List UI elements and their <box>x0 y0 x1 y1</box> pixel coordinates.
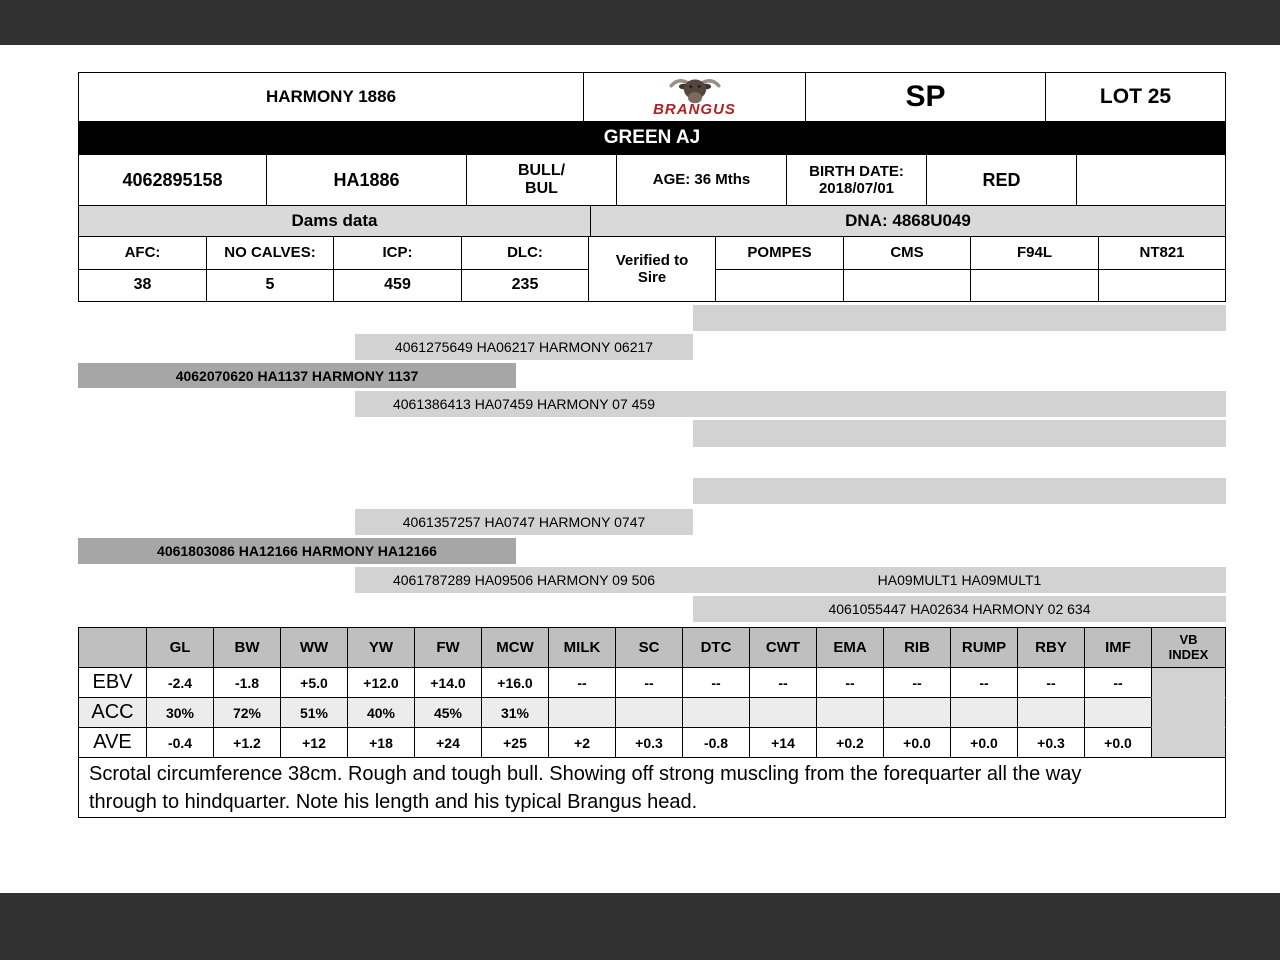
pedigree-slot-empty-4 <box>693 478 1226 504</box>
age-cell: AGE: 36 Mths <box>616 154 787 206</box>
ebv-header-sc: SC <box>615 627 683 668</box>
ebv-header-mcw: MCW <box>481 627 549 668</box>
ave-rib: +0.0 <box>883 727 951 758</box>
dlc-value-cell: 235 <box>461 269 589 302</box>
ebv-dtc: -- <box>682 667 750 698</box>
birth-date-value: 2018/07/01 <box>818 180 895 197</box>
ave-value-row <box>78 727 1226 758</box>
no-calves-value-cell: 5 <box>206 269 334 302</box>
birth-date-label: BIRTH DATE: <box>809 162 904 180</box>
ebv-header-vb-index <box>1151 627 1226 668</box>
pedigree-dam-dam-dam: 4061055447 HA02634 HARMONY 02 634 <box>693 596 1226 622</box>
empty-id-cell <box>1076 154 1226 206</box>
ave-ema: +0.2 <box>816 727 884 758</box>
ebv-bw: -1.8 <box>213 667 281 698</box>
ave-vb-index <box>1151 727 1226 758</box>
ebv-row-label: EBV <box>78 667 147 698</box>
dlc-label-cell: DLC: <box>461 236 589 270</box>
acc-rib <box>883 697 951 728</box>
acc-sc <box>615 697 683 728</box>
ebv-cwt: -- <box>749 667 817 698</box>
ave-gl: -0.4 <box>146 727 214 758</box>
ebv-header-rby: RBY <box>1017 627 1085 668</box>
ebv-header-cwt: CWT <box>749 627 817 668</box>
acc-mcw: 31% <box>481 697 549 728</box>
ebv-header-milk: MILK <box>548 627 616 668</box>
ebv-fw: +14.0 <box>414 667 482 698</box>
ebv-imf: -- <box>1084 667 1152 698</box>
ave-sc: +0.3 <box>615 727 683 758</box>
ebv-mcw: +16.0 <box>481 667 549 698</box>
afc-label-cell: AFC: <box>78 236 207 270</box>
icp-value-cell: 459 <box>333 269 462 302</box>
pedigree-dam-dam-sire: HA09MULT1 HA09MULT1 <box>693 567 1226 593</box>
ebv-ema: -- <box>816 667 884 698</box>
ave-rby: +0.3 <box>1017 727 1085 758</box>
ebv-header-rump: RUMP <box>950 627 1018 668</box>
acc-rump <box>950 697 1018 728</box>
ebv-rby: -- <box>1017 667 1085 698</box>
ebv-ww: +5.0 <box>280 667 348 698</box>
ave-row-label: AVE <box>78 727 147 758</box>
dna-cell: DNA: 4868U049 <box>590 205 1226 237</box>
verified-to-sire-cell <box>588 236 716 302</box>
ebv-header-blank <box>78 627 147 668</box>
ave-bw: +1.2 <box>213 727 281 758</box>
pedigree-slot-empty-3 <box>693 420 1226 447</box>
nt821-result-cell <box>1098 269 1226 302</box>
birth-date-cell <box>786 154 927 206</box>
cms-result-cell <box>843 269 971 302</box>
ave-cwt: +14 <box>749 727 817 758</box>
acc-row-label: ACC <box>78 697 147 728</box>
verified-line2: Sire <box>637 269 667 286</box>
pedigree-slot-empty-1 <box>693 305 1226 331</box>
sex-line2: BUL <box>525 180 558 197</box>
ave-dtc: -0.8 <box>682 727 750 758</box>
top-dark-band <box>0 0 1280 45</box>
verified-line1: Verified to <box>615 251 689 269</box>
acc-ww: 51% <box>280 697 348 728</box>
test-nt821-cell: NT821 <box>1098 236 1226 270</box>
vb-index-line1: VB <box>1179 631 1198 647</box>
ebv-header-ww: WW <box>280 627 348 668</box>
acc-gl: 30% <box>146 697 214 728</box>
pompes-result-cell <box>715 269 844 302</box>
brangus-logo-text: BRANGUS <box>653 100 736 118</box>
ave-rump: +0.0 <box>950 727 1018 758</box>
acc-bw: 72% <box>213 697 281 728</box>
ebv-vb-index <box>1151 667 1226 698</box>
test-pompes-cell: POMPES <box>715 236 844 270</box>
ebv-header-dtc: DTC <box>682 627 750 668</box>
ebv-header-bw: BW <box>213 627 281 668</box>
acc-fw: 45% <box>414 697 482 728</box>
afc-value-cell: 38 <box>78 269 207 302</box>
ebv-header-yw: YW <box>347 627 415 668</box>
pedigree-sire-dam: 4061386413 HA07459 HARMONY 07 459 <box>355 391 693 417</box>
ebv-header-fw: FW <box>414 627 482 668</box>
bottom-dark-band <box>0 893 1280 960</box>
ebv-header-row <box>78 627 1226 668</box>
ave-yw: +18 <box>347 727 415 758</box>
registration-number-cell: 4062895158 <box>78 154 267 206</box>
lot-number-cell: LOT 25 <box>1045 72 1226 122</box>
ebv-table <box>78 627 1226 758</box>
ebv-milk: -- <box>548 667 616 698</box>
herd-name-cell: HARMONY 1886 <box>78 72 584 122</box>
pedigree-dam-dam: 4061787289 HA09506 HARMONY 09 506 <box>355 567 693 593</box>
acc-dtc <box>682 697 750 728</box>
pedigree-dam-sire: 4061357257 HA0747 HARMONY 0747 <box>355 509 693 535</box>
sex-cell <box>466 154 617 206</box>
ebv-gl: -2.4 <box>146 667 214 698</box>
breeder-name-bar: GREEN AJ <box>78 121 1226 155</box>
f94l-result-cell <box>970 269 1099 302</box>
ave-ww: +12 <box>280 727 348 758</box>
ave-fw: +24 <box>414 727 482 758</box>
acc-value-row <box>78 697 1226 728</box>
acc-imf <box>1084 697 1152 728</box>
section-code-cell: SP <box>805 72 1046 122</box>
ebv-header-gl: GL <box>146 627 214 668</box>
acc-yw: 40% <box>347 697 415 728</box>
ave-milk: +2 <box>548 727 616 758</box>
ave-imf: +0.0 <box>1084 727 1152 758</box>
ebv-header-ema: EMA <box>816 627 884 668</box>
pedigree-sire: 4062070620 HA1137 HARMONY 1137 <box>78 363 516 388</box>
ebv-header-rib: RIB <box>883 627 951 668</box>
herd-id-cell: HA1886 <box>266 154 467 206</box>
description-line2: through to hindquarter. Note his length and his typical Brangus head. <box>89 791 698 813</box>
pedigree-sire-sire: 4061275649 HA06217 HARMONY 06217 <box>355 334 693 360</box>
vb-index-line2: INDEX <box>1168 646 1209 662</box>
acc-milk <box>548 697 616 728</box>
description-box <box>78 757 1226 818</box>
pedigree-dam: 4061803086 HA12166 HARMONY HA12166 <box>78 538 516 564</box>
ebv-yw: +12.0 <box>347 667 415 698</box>
acc-rby <box>1017 697 1085 728</box>
sex-line1: BULL/ <box>517 161 566 179</box>
coat-color-cell: RED <box>926 154 1077 206</box>
test-f94l-cell: F94L <box>970 236 1099 270</box>
ebv-header-imf: IMF <box>1084 627 1152 668</box>
logo-cell <box>583 72 806 122</box>
ebv-rump: -- <box>950 667 1018 698</box>
acc-vb-index <box>1151 697 1226 728</box>
acc-ema <box>816 697 884 728</box>
brangus-logo-icon <box>664 76 726 104</box>
acc-cwt <box>749 697 817 728</box>
ebv-value-row <box>78 667 1226 698</box>
pedigree-slot-empty-2 <box>693 391 1226 417</box>
ave-mcw: +25 <box>481 727 549 758</box>
ebv-sc: -- <box>615 667 683 698</box>
dams-data-header-cell: Dams data <box>78 205 591 237</box>
test-cms-cell: CMS <box>843 236 971 270</box>
ebv-rib: -- <box>883 667 951 698</box>
no-calves-label-cell: NO CALVES: <box>206 236 334 270</box>
description-line1: Scrotal circumference 38cm. Rough and tough bull. Showing off strong muscling from the forequarter all the way <box>89 763 1082 785</box>
icp-label-cell: ICP: <box>333 236 462 270</box>
